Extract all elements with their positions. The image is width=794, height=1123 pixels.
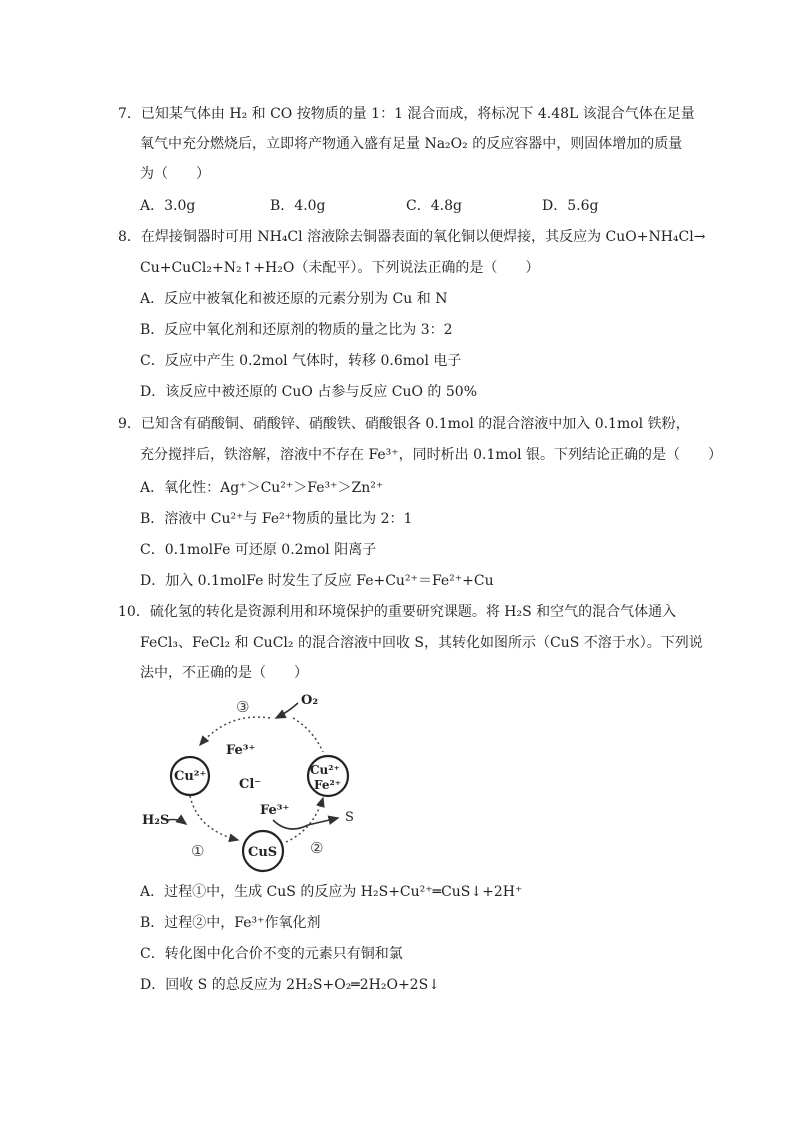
q7-option-d[interactable]: D．5.6g bbox=[542, 198, 599, 214]
q7-option-a[interactable]: A．3.0g bbox=[140, 198, 196, 214]
q8-option-b[interactable]: B．反应中氧化剂和还原剂的物质的量之比为 3：2 bbox=[140, 322, 453, 338]
q9-option-b[interactable]: B．溶液中 Cu²⁺与 Fe²⁺物质的量比为 2：1 bbox=[140, 511, 413, 527]
o2-arrow bbox=[276, 703, 298, 718]
q9-option-c[interactable]: C．0.1molFe 可还原 0.2mol 阳离子 bbox=[140, 542, 377, 558]
step-2-label: ② bbox=[310, 839, 324, 857]
q9-option-a[interactable]: A．氧化性：Ag⁺＞Cu²⁺＞Fe³⁺＞Zn²⁺ bbox=[140, 480, 384, 496]
fe3-middle-label: Fe³⁺ bbox=[260, 803, 290, 818]
chloride-label: Cl⁻ bbox=[239, 777, 262, 792]
step-1-label: ① bbox=[191, 842, 205, 860]
q10-option-d[interactable]: D．回收 S 的总反应为 2H₂S+O₂═2H₂O+2S↓ bbox=[140, 977, 440, 993]
cycle-arc-bottom-left bbox=[190, 796, 238, 840]
cu2-right-label: Cu²⁺ bbox=[310, 763, 340, 777]
fe3-top-label: Fe³⁺ bbox=[226, 743, 256, 758]
cycle-arc-bottom-right bbox=[286, 798, 323, 842]
h2s-label: H₂S bbox=[142, 813, 170, 828]
q8-line2: Cu+CuCl₂+N₂↑+H₂O（未配平）。下列说法正确的是（ ） bbox=[140, 260, 540, 276]
q9-line2: 充分搅拌后，铁溶解，溶液中不存在 Fe³⁺，同时析出 0.1mol 银。下列结论正确的是（ ） bbox=[140, 447, 723, 463]
q9-option-d[interactable]: D．加入 0.1molFe 时发生了反应 Fe+Cu²⁺＝Fe²⁺+Cu bbox=[140, 573, 494, 589]
cycle-arc-top-left bbox=[200, 717, 270, 745]
q8-option-a[interactable]: A．反应中被氧化和被还原的元素分别为 Cu 和 N bbox=[140, 291, 448, 307]
o2-label: O₂ bbox=[301, 693, 319, 708]
step-3-label: ③ bbox=[236, 698, 250, 716]
q7-option-b[interactable]: B．4.0g bbox=[270, 198, 326, 214]
h2s-arrow bbox=[168, 820, 186, 825]
q8-option-d[interactable]: D．该反应中被还原的 CuO 占参与反应 CuO 的 50% bbox=[140, 384, 478, 400]
q9-line1: 9．已知含有硝酸铜、硝酸锌、硝酸铁、硝酸银各 0.1mol 的混合溶液中加入 0.1mol 铁粉， bbox=[118, 416, 690, 432]
sulfur-arrow bbox=[273, 818, 338, 829]
q7-line3: 为（ ） bbox=[140, 166, 210, 182]
cycle-arc-top-right bbox=[293, 718, 323, 752]
q7-line2: 氧气中充分燃烧后，立即将产物通入盛有足量 Na₂O₂ 的反应容器中，则固体增加的质量 bbox=[140, 136, 683, 152]
q8-line1: 8．在焊接铜器时可用 NH₄Cl 溶液除去铜器表面的氧化铜以便焊接，其反应为 CuO+NH₄Cl→ bbox=[118, 229, 706, 245]
q10-line1: 10．硫化氢的转化是资源利用和环境保护的重要研究课题。将 H₂S 和空气的混合气体通入 bbox=[118, 604, 677, 620]
q10-option-b[interactable]: B．过程②中，Fe³⁺作氧化剂 bbox=[140, 915, 321, 931]
q8-option-c[interactable]: C．反应中产生 0.2mol 气体时，转移 0.6mol 电子 bbox=[140, 353, 462, 369]
q7-line1: 7．已知某气体由 H₂ 和 CO 按物质的量 1：1 混合而成，将标况下 4.48L 该混合气体在足量 bbox=[118, 106, 695, 122]
q10-option-a[interactable]: A．过程①中，生成 CuS 的反应为 H₂S+Cu²⁺═CuS↓+2H⁺ bbox=[140, 884, 523, 900]
q10-line3: 法中，不正确的是（ ） bbox=[140, 665, 308, 681]
fe2-right-label: Fe²⁺ bbox=[314, 778, 342, 792]
sulfur-label: S bbox=[345, 810, 354, 825]
q10-line2: FeCl₃、FeCl₂ 和 CuCl₂ 的混合溶液中回收 S，其转化如图所示（CuS 不溶于水）。下列说 bbox=[140, 635, 703, 651]
hydrogen-sulfide-conversion-diagram bbox=[138, 690, 378, 875]
q10-option-c[interactable]: C．转化图中化合价不变的元素只有铜和氯 bbox=[140, 946, 403, 962]
cus-label: CuS bbox=[248, 845, 278, 860]
cu2-label: Cu²⁺ bbox=[174, 769, 207, 784]
q7-option-c[interactable]: C．4.8g bbox=[406, 198, 462, 214]
